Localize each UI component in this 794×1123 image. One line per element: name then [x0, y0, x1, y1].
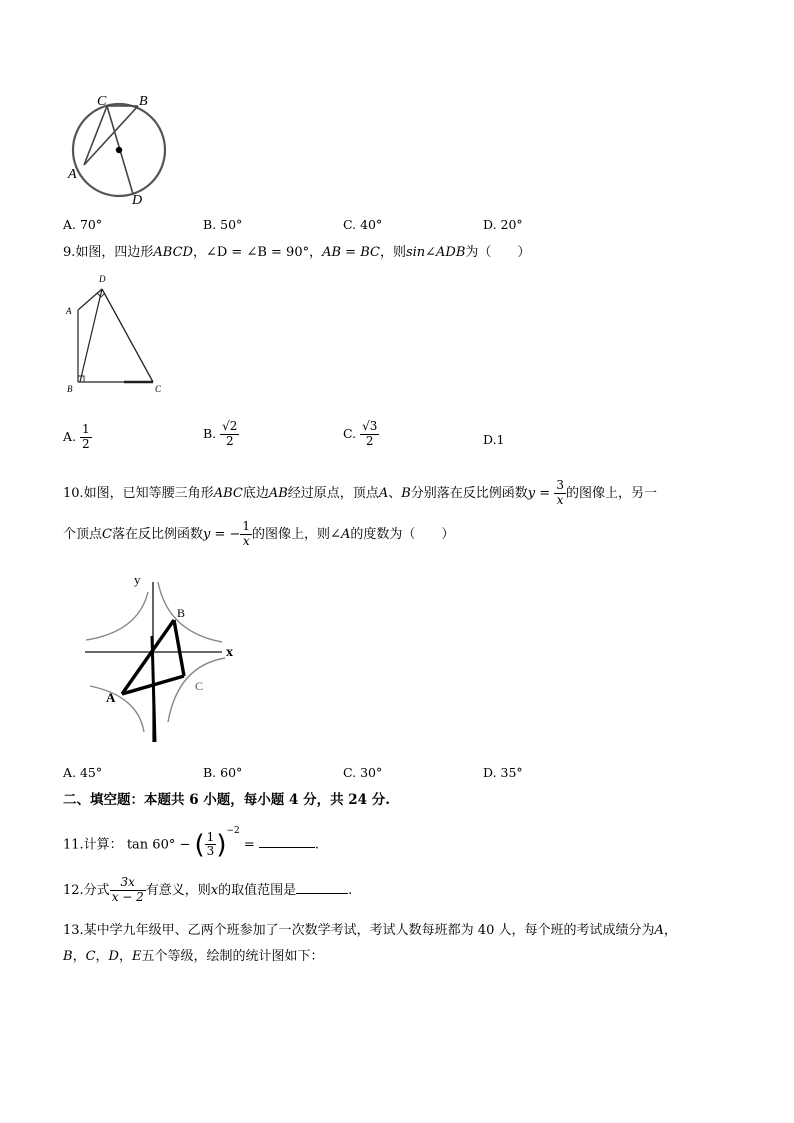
q9-stem-quad: ABCD	[153, 245, 193, 260]
q9-option-c-fraction	[360, 420, 379, 449]
q10-option-a[interactable]: A. 45°	[63, 765, 103, 780]
q10-l1-d: 分别落在反比例函数	[410, 485, 528, 501]
q13-l1-end: ，	[663, 923, 677, 938]
q8-label-b: B	[139, 94, 148, 109]
q13-l2-s1: ，	[72, 949, 86, 964]
q10-option-c[interactable]: C. 30°	[343, 765, 383, 780]
q10-label-a: A	[106, 690, 116, 705]
q9-label-b: B	[67, 384, 73, 394]
q9-option-b-num: √2	[222, 419, 238, 433]
q13-l2-D: D	[108, 949, 119, 964]
q11-tan: tan 60° −	[126, 837, 191, 853]
q11-den: 3	[206, 844, 215, 859]
q9-option-b-den: 2	[225, 433, 234, 448]
q10-l2-d: 的度数为（ ）	[350, 526, 455, 542]
q13-l2-E: E	[132, 949, 142, 964]
q10-l1-B: B	[401, 485, 411, 501]
q9-option-c[interactable]	[343, 420, 379, 449]
q9-quadrilateral-figure	[60, 270, 170, 398]
curve-yneg1x-q2	[86, 592, 148, 640]
q12-end: .	[348, 883, 353, 898]
q12-prefix: 12.分式	[63, 883, 110, 898]
q9-stem-sin: sin∠ADB	[405, 245, 466, 260]
q10-l1-e: 的图像上，另一	[565, 485, 657, 501]
q11-answer-blank[interactable]	[259, 847, 315, 848]
q10-l1-A: A	[378, 485, 389, 501]
q13-line2	[63, 945, 324, 964]
q8-option-d[interactable]: D. 20°	[483, 217, 523, 232]
q10-option-b[interactable]: B. 60°	[203, 765, 243, 780]
q10-l1-den: x	[556, 492, 564, 507]
q9-stem-cond3: ，则	[379, 245, 406, 260]
q9-option-a-prefix: A.	[63, 428, 77, 444]
q10-stem-line2	[63, 520, 454, 549]
q10-l2-num: 1	[242, 519, 251, 533]
q13-l2-C: C	[85, 949, 96, 964]
q8-option-c[interactable]: C. 40°	[343, 217, 383, 232]
q13-line1	[63, 919, 677, 938]
q9-stem-cond1: ，∠D = ∠B = 90°，	[192, 245, 323, 260]
q10-l1-num: 3	[556, 478, 564, 492]
q12-num: 3x	[110, 876, 146, 891]
q10-option-d[interactable]: D. 35°	[483, 765, 523, 780]
q12-suffix: 的取值范围是	[218, 883, 297, 898]
q10-l1-abc: ABC	[213, 485, 243, 501]
q9-stem-suffix: 为（ ）	[465, 245, 531, 260]
q10-l1-a: 10.如图，已知等腰三角形	[63, 485, 214, 501]
q10-l2-fraction	[240, 520, 252, 549]
q9-stem-prefix: 9.如图，四边形	[63, 245, 154, 260]
q10-l1-y: y	[527, 485, 536, 501]
q11-prefix: 11.计算：	[63, 837, 123, 853]
q10-label-b: B	[177, 606, 186, 620]
q9-option-a-num: 1	[82, 422, 90, 436]
q13-l2-text: 五个等级，绘制的统计图如下：	[141, 949, 324, 964]
q9-label-c: C	[155, 384, 162, 394]
q11-left-paren: (	[194, 829, 205, 860]
q11-right-paren: )	[216, 829, 227, 860]
q10-l2-y: y	[202, 526, 211, 542]
q10-label-y: y	[134, 572, 141, 587]
q12-mid: 有意义，则	[145, 883, 211, 898]
q9-label-d: D	[99, 274, 106, 284]
q12-fraction	[110, 876, 146, 905]
q8-option-b[interactable]: B. 50°	[203, 217, 243, 232]
q10-stem-line1	[63, 479, 657, 508]
q10-graph-figure	[80, 570, 240, 745]
q9-option-a[interactable]	[63, 423, 92, 452]
q10-l1-eq: =	[535, 485, 555, 501]
q13-l2-B: B	[63, 949, 73, 964]
q9-stem	[63, 241, 530, 260]
q11-fraction	[205, 831, 217, 860]
section2-title: 二、填空题：本题共 6 小题，每小题 4 分，共 24 分.	[63, 792, 390, 808]
q9-label-a: A	[66, 306, 72, 316]
q10-l1-c: 经过原点，顶点	[287, 485, 379, 501]
q10-l2-a: 个顶点	[63, 526, 103, 542]
q8-option-a[interactable]: A. 70°	[63, 217, 103, 232]
chord-ab	[84, 106, 138, 165]
q9-stem-cond2: AB = BC	[322, 245, 380, 260]
q10-l2-C: C	[102, 526, 112, 542]
q9-option-c-num: √3	[362, 419, 378, 433]
q8-circle-figure	[60, 88, 180, 210]
q13-l2-s2: ，	[95, 949, 109, 964]
q8-label-a: A	[68, 167, 77, 182]
q10-l2-den: x	[242, 533, 250, 548]
q9-option-c-prefix: C.	[343, 425, 357, 441]
q10-l2-c: 的图像上，则∠	[252, 526, 341, 542]
q9-option-a-den: 2	[82, 436, 90, 451]
q11-end: .	[314, 837, 320, 853]
side-dc	[102, 289, 153, 382]
q8-label-d: D	[132, 193, 143, 208]
q9-option-d[interactable]: D.1	[483, 432, 505, 447]
q9-option-c-den: 2	[365, 433, 374, 448]
q10-l2-b: 落在反比例函数	[111, 526, 203, 542]
q10-label-c: C	[195, 679, 204, 693]
q9-option-a-fraction	[80, 423, 92, 452]
q12-line	[63, 876, 352, 906]
chord-ac	[84, 106, 107, 165]
q10-l1-sep: 、	[388, 485, 402, 501]
q12-answer-blank[interactable]	[296, 893, 348, 894]
q13-l1-A: A	[654, 923, 664, 938]
q11-equals: =	[239, 837, 259, 853]
q12-var: x	[210, 883, 219, 898]
q10-label-x: x	[226, 645, 233, 660]
curve-y3x-q3	[90, 686, 144, 732]
q13-l1-text: 13.某中学九年级甲、乙两个班参加了一次数学考试，考试人数每班都为 40 人，每个班的考试成绩分为	[63, 923, 655, 938]
q9-option-b-fraction	[220, 420, 239, 449]
q11-num: 1	[206, 829, 215, 844]
circle-center-point	[116, 147, 122, 153]
q10-l1-b: 底边	[242, 485, 269, 501]
q9-option-b-prefix: B.	[203, 425, 217, 441]
q10-l1-fraction	[554, 479, 566, 508]
diagonal-db	[80, 289, 102, 382]
q8-label-c: C	[97, 94, 107, 109]
q11-line	[63, 826, 319, 860]
q9-option-b[interactable]	[203, 420, 239, 449]
q12-den: x − 2	[111, 890, 144, 904]
q10-l1-ab: AB	[268, 485, 288, 501]
q13-l2-s3: ，	[118, 949, 132, 964]
q11-exponent: −2	[226, 826, 240, 836]
q10-l2-A: A	[340, 526, 351, 542]
q10-l2-eq: = −	[210, 526, 241, 542]
side-ad	[78, 289, 102, 310]
curve-y3x-q1	[158, 582, 222, 642]
triangle-side-bc	[174, 620, 184, 676]
